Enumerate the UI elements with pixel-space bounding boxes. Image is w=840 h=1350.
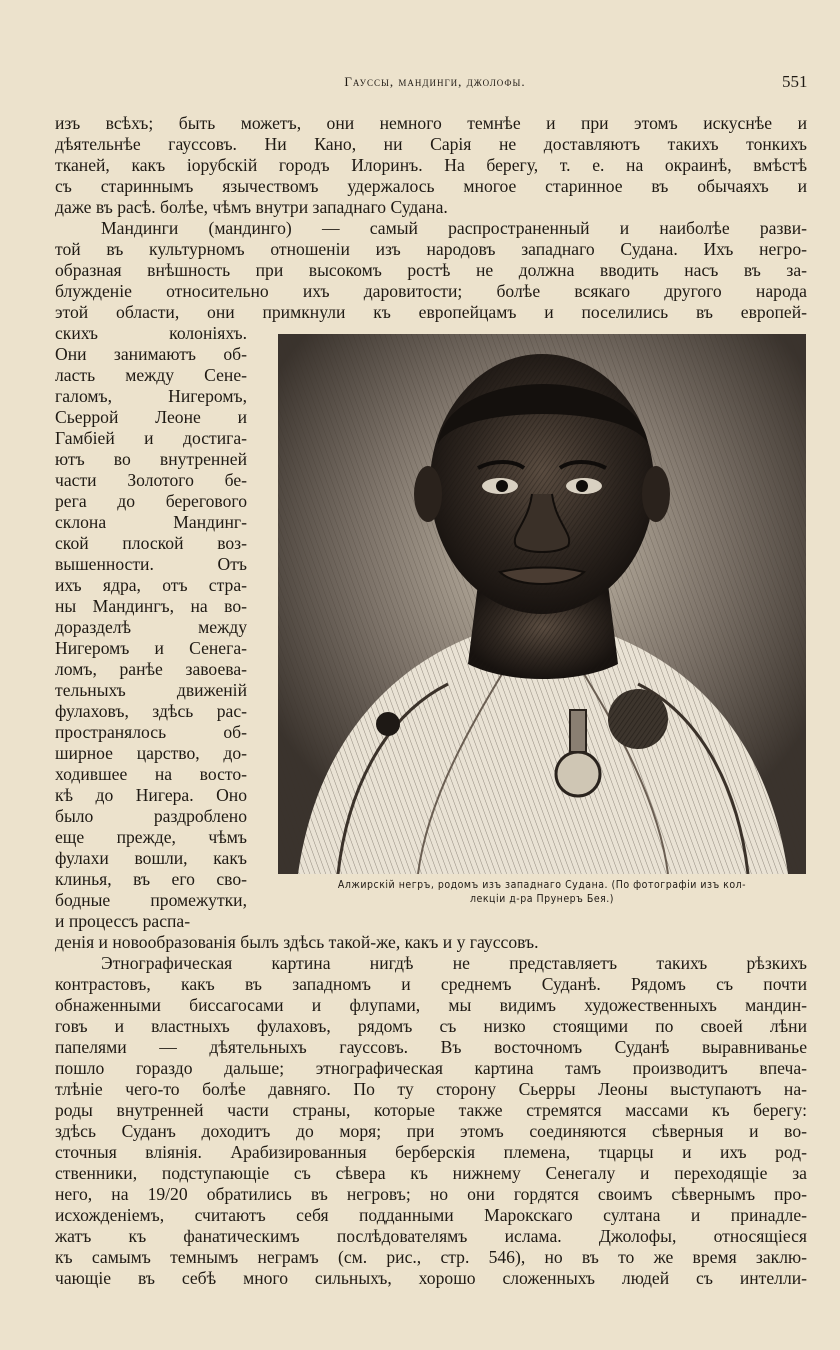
text-line: еще прежде, чѣмъ — [55, 827, 247, 847]
text-line: ширное царство, до- — [55, 743, 247, 763]
text-line: этой области, они примкнули къ европейцамъ и поселились въ европей- — [55, 302, 807, 322]
text-line: чающіе въ себѣ много сильныхъ, хорошо сложенныхъ людей съ интелли- — [55, 1268, 807, 1288]
text-line: изъ всѣхъ; быть можетъ, они немного темнѣе и при этомъ искуснѣе и — [55, 113, 807, 133]
text-line: бодные промежутки, — [55, 890, 247, 910]
text-line: было раздроблено — [55, 806, 247, 826]
text-line: ласть между Сене- — [55, 365, 247, 385]
text-line: тельныхъ движеній — [55, 680, 247, 700]
text-line: той въ культурномъ отношеніи изъ народовъ западнаго Судана. Ихъ негро- — [55, 239, 807, 259]
text-line: фулахи вошли, какъ — [55, 848, 247, 868]
text-line: контрастовъ, какъ въ западномъ и среднемъ Суданѣ. Рядомъ съ почти — [55, 974, 807, 994]
text-line: ственники, подступающіе съ сѣвера къ нижнему Сенегалу и переходящіе за — [55, 1163, 807, 1183]
text-line: дѣятельнѣе гауссовъ. Ни Кано, ни Сарія не доставляютъ такихъ тонкихъ — [55, 134, 807, 154]
text-line: Гамбіей и достига- — [55, 428, 247, 448]
text-line: кѣ до Нигера. Оно — [55, 785, 247, 805]
text-line: даже въ расѣ. болѣе, чѣмъ внутри западнаго Судана. — [55, 197, 448, 217]
text-line: роды внутренней части страны, которые также стремятся массами къ берегу: — [55, 1100, 807, 1120]
text-line: галомъ, Нигеромъ, — [55, 386, 247, 406]
text-line: пространялось об- — [55, 722, 247, 742]
text-line: пошло гораздо дальше; этнографическая картина тамъ производитъ впеча- — [55, 1058, 807, 1078]
text-line: ютъ во внутренней — [55, 449, 247, 469]
text-line: доразделѣ между — [55, 617, 247, 637]
caption-line: лекціи д-ра Прунеръ Бея.) — [470, 893, 614, 905]
text-line: части Золотого бе- — [55, 470, 247, 490]
text-line: папелями — дѣятельныхъ гауссовъ. Въ восточномъ Суданѣ выравниванье — [55, 1037, 807, 1057]
text-line: Сьеррой Леоне и — [55, 407, 247, 427]
text-line: тканей, какъ іорубскій городъ Илоринъ. На берегу, т. е. на окраинѣ, вмѣстѣ — [55, 155, 807, 175]
text-line: склона Мандинг- — [55, 512, 247, 532]
caption-line: Алжирскій негръ, родомъ изъ западнаго Судана. (По фотографіи изъ кол- — [337, 879, 747, 891]
text-line: къ самымъ темнымъ неграмъ (см. рис., стр. 546), но въ то же время заклю- — [55, 1247, 807, 1267]
text-line: ломъ, ранѣе завоева- — [55, 659, 247, 679]
text-line: него, на 19/20 обратились въ негровъ; но они гордятся своимъ сѣвернымъ про- — [55, 1184, 807, 1204]
text-line: ходившее на восто- — [55, 764, 247, 784]
text-line: Они занимаютъ об- — [55, 344, 247, 364]
text-line: здѣсь Суданъ доходитъ до моря; при этомъ соединяются сѣверныя и во- — [55, 1121, 807, 1141]
text-line: и процессъ распа- — [55, 911, 191, 931]
portrait-engraving — [278, 334, 806, 874]
text-line: жатъ къ фанатическимъ послѣдователямъ ислама. Джолофы, относящіеся — [55, 1226, 807, 1246]
text-line: Этнографическая картина нигдѣ не представляетъ такихъ рѣзкихъ — [101, 953, 807, 973]
figure-caption — [262, 878, 822, 906]
running-header: Гауссы, мандинги, джолофы. — [344, 74, 526, 89]
text-line: говъ и властныхъ фулаховъ, рядомъ съ низко стоящими по своей лѣни — [55, 1016, 807, 1036]
text-line: съ стариннымъ язычествомъ удержалось многое старинное въ обычаяхъ и — [55, 176, 807, 196]
text-line: Нигеромъ и Сенега- — [55, 638, 247, 658]
text-line: ской плоской воз- — [55, 533, 247, 553]
text-line: образная внѣшность при высокомъ ростѣ не должна вводить насъ въ за- — [55, 260, 807, 280]
text-line: скихъ колоніяхъ. — [55, 323, 247, 343]
text-line: тлѣніе чего-то болѣе давняго. По ту сторону Сьерры Леоны выступаютъ на- — [55, 1079, 807, 1099]
text-line: клинья, въ его сво- — [55, 869, 247, 889]
text-line: рега до берегового — [55, 491, 247, 511]
text-line: обнаженными биссагосами и флупами, мы видимъ художественныхъ мандин- — [55, 995, 807, 1015]
text-line: фулаховъ, здѣсь рас- — [55, 701, 247, 721]
text-line: ихъ ядра, отъ стра- — [55, 575, 247, 595]
text-line: Мандинги (мандинго) — самый распространенный и наиболѣе разви- — [101, 218, 807, 238]
text-line: ны Мандингъ, на во- — [55, 596, 247, 616]
text-line: денія и новообразованія былъ здѣсь такой-же, какъ и у гауссовъ. — [55, 932, 539, 952]
text-line: блужденіе относительно ихъ даровитости; болѣе всякаго другого народа — [55, 281, 807, 301]
text-line: исхожденіемъ, считаютъ себя подданными Марокскаго султана и принадле- — [55, 1205, 807, 1225]
text-line: сточныя вліянія. Арабизированныя берберскія племена, тцарцы и ихъ род- — [55, 1142, 807, 1162]
text-line: вышенности. Отъ — [55, 554, 247, 574]
page-number: 551 — [782, 72, 808, 91]
